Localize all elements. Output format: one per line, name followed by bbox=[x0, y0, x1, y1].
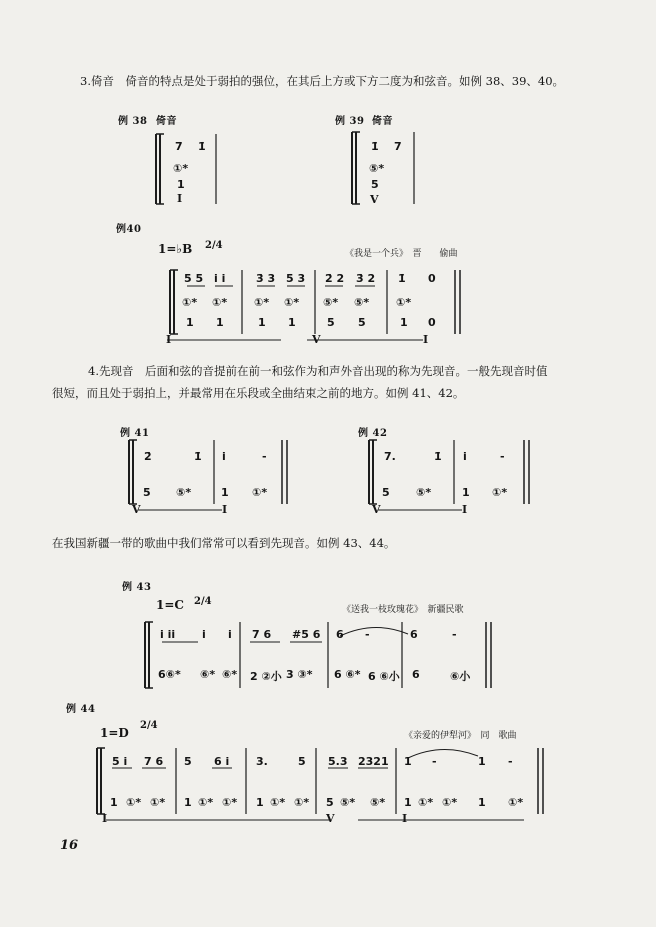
example-40-bass-3: 1 bbox=[258, 316, 266, 329]
example-40-top-3: 3̇ 3 bbox=[256, 272, 276, 285]
example-43-bass-4: 2 ②小 bbox=[250, 670, 282, 683]
example-40-bass-8: 0 bbox=[428, 316, 436, 329]
example-44-roman-1: I bbox=[102, 812, 108, 825]
example-40-mid-1: ①* bbox=[182, 296, 198, 309]
example-39-label: 例 39 bbox=[335, 116, 365, 127]
example-44-roman-2: V bbox=[326, 812, 335, 825]
example-44-top-5: 3. bbox=[256, 755, 268, 768]
example-43-bass-1: 6⑥* bbox=[158, 668, 181, 681]
example-41-roman-1: V bbox=[132, 503, 141, 516]
example-42-roman-2: I bbox=[462, 503, 468, 516]
example-44-source: 《亲爱的伊犁河》 同 歌曲 bbox=[404, 731, 517, 741]
example-38-bass: 1 bbox=[177, 178, 185, 191]
example-40-top-1: 5 5 bbox=[184, 272, 204, 285]
example-42-bass-4: ①* bbox=[492, 486, 508, 499]
example-42-top-4: - bbox=[500, 450, 505, 463]
example-42-top-3: i bbox=[463, 450, 467, 463]
example-44-bass-7: 1 bbox=[256, 796, 264, 809]
example-43-top-8: 6 bbox=[410, 628, 418, 641]
example-44-bass-9: ①* bbox=[294, 796, 310, 809]
example-43-top-2: i bbox=[202, 628, 206, 641]
example-43-time: 2/4 bbox=[194, 596, 212, 607]
example-44-bass-4: 1 bbox=[184, 796, 192, 809]
example-44-bass-14: ①* bbox=[418, 796, 434, 809]
example-40-bass-5: 5 bbox=[327, 316, 335, 329]
example-43-bass-2: ⑥* bbox=[200, 668, 216, 681]
example-44-top-10: - bbox=[432, 755, 437, 768]
example-40-bass-2: 1 bbox=[216, 316, 224, 329]
example-41-top-2: 1̇ bbox=[194, 450, 202, 463]
example-44-bass-11: ⑤* bbox=[340, 796, 356, 809]
example-39-top-2: 7 bbox=[394, 140, 402, 153]
example-38-label: 例 38 bbox=[118, 116, 148, 127]
example-40-bass-1: 1 bbox=[186, 316, 194, 329]
example-40-bass-4: 1 bbox=[288, 316, 296, 329]
example-44-bass-12: ⑤* bbox=[370, 796, 386, 809]
example-40-top-8: 0 bbox=[428, 272, 436, 285]
paragraph-anticipation-1: 4.先现音 后面和弦的音提前在前一和弦作为和声外音出现的称为先现音。一般先现音时值 bbox=[88, 364, 548, 378]
example-40-label: 例40 bbox=[116, 224, 142, 235]
example-43-top-6: 6 bbox=[336, 628, 344, 641]
example-43-bass-7: 6 ⑥小 bbox=[368, 670, 400, 683]
example-44-top-11: 1 bbox=[478, 755, 486, 768]
example-38-title: 倚音 bbox=[156, 116, 177, 127]
example-44-top-6: 5 bbox=[298, 755, 306, 768]
example-43-top-9: - bbox=[452, 628, 457, 641]
example-41-bass-1: 5 bbox=[143, 486, 151, 499]
example-44-top-2: 7 6 bbox=[144, 755, 164, 768]
example-43-bass-9: ⑥小 bbox=[450, 670, 471, 683]
example-38-top-2: 1̇ bbox=[198, 140, 206, 153]
example-42-top-2: 1̇ bbox=[434, 450, 442, 463]
example-42-roman-1: V bbox=[372, 503, 381, 516]
example-44-bass-2: ①* bbox=[126, 796, 142, 809]
example-40-mid-4: ①* bbox=[284, 296, 300, 309]
example-41-bass-3: 1 bbox=[221, 486, 229, 499]
example-40-bass-7: 1 bbox=[400, 316, 408, 329]
example-38-top-1: 7̇ bbox=[175, 140, 183, 153]
example-43-bass-8: 6 bbox=[412, 668, 420, 681]
example-42-top-1: 7. bbox=[384, 450, 396, 463]
example-43-bass-5: 3 ③* bbox=[286, 668, 313, 681]
example-40-top-5: 2̇ 2 bbox=[325, 272, 345, 285]
example-40-mid-5: ⑤* bbox=[323, 296, 339, 309]
example-44-bass-1: 1 bbox=[110, 796, 118, 809]
example-43-bass-3: ⑥* bbox=[222, 668, 238, 681]
example-41-top-3: i bbox=[222, 450, 226, 463]
example-44-bass-16: 1 bbox=[478, 796, 486, 809]
example-42-bass-2: ⑤* bbox=[416, 486, 432, 499]
paragraph-appoggiatura: 3.倚音 倚音的特点是处于弱拍的强位，在其后上方或下方二度为和弦音。如例 38、39、40。 bbox=[80, 74, 565, 88]
example-43-bass-6: 6 ⑥* bbox=[334, 668, 361, 681]
example-40-source: 《我是一个兵》 晋 偷曲 bbox=[345, 249, 458, 259]
example-44-label: 例 44 bbox=[66, 704, 96, 715]
example-42-bass-1: 5 bbox=[382, 486, 390, 499]
example-44-bass-17: ①* bbox=[508, 796, 524, 809]
example-38-mid: ①* bbox=[173, 162, 189, 175]
example-44-bass-15: ①* bbox=[442, 796, 458, 809]
example-42-staff bbox=[364, 436, 539, 522]
example-38-roman: I bbox=[177, 192, 183, 205]
example-39-bars bbox=[346, 128, 426, 210]
example-43-key: 1=C bbox=[156, 598, 184, 612]
paragraph-xinjiang: 在我国新疆一带的歌曲中我们常常可以看到先现音。如例 43、44。 bbox=[52, 536, 396, 550]
example-44-top-9: 1 bbox=[404, 755, 412, 768]
example-38-bars bbox=[150, 130, 230, 210]
example-40-key: 1=♭B bbox=[158, 242, 193, 256]
example-40-mid-7: ①* bbox=[396, 296, 412, 309]
example-41-roman-2: I bbox=[222, 503, 228, 516]
example-43-top-5: #5 6 bbox=[292, 628, 321, 641]
example-44-top-12: - bbox=[508, 755, 513, 768]
example-42-bass-3: 1 bbox=[462, 486, 470, 499]
example-43-label: 例 43 bbox=[122, 582, 152, 593]
example-43-top-4: 7 6 bbox=[252, 628, 272, 641]
paragraph-anticipation-2: 很短，而且处于弱拍上，并最常用在乐段或全曲结束之前的地方。如例 41、42。 bbox=[52, 386, 465, 400]
example-40-bass-6: 5 bbox=[358, 316, 366, 329]
example-40-top-2: i i bbox=[214, 272, 226, 285]
example-43-top-1: i ii bbox=[160, 628, 176, 641]
example-41-bass-2: ⑤* bbox=[176, 486, 192, 499]
example-40-time: 2/4 bbox=[205, 240, 223, 251]
example-41-staff bbox=[124, 436, 294, 522]
example-39-title: 倚音 bbox=[372, 116, 393, 127]
page-number: 16 bbox=[60, 838, 79, 853]
example-44-bass-3: ①* bbox=[150, 796, 166, 809]
example-44-roman-3: I bbox=[402, 812, 408, 825]
example-40-top-4: 5̇ 3 bbox=[286, 272, 306, 285]
example-44-top-8: 2321 bbox=[358, 755, 389, 768]
example-44-time: 2/4 bbox=[140, 720, 158, 731]
example-44-bass-13: 1 bbox=[404, 796, 412, 809]
example-43-top-3: i bbox=[228, 628, 232, 641]
example-40-top-7: 1̇ bbox=[398, 272, 406, 285]
example-40-roman-2: V bbox=[312, 333, 321, 346]
example-39-top-1: 1̇ bbox=[371, 140, 379, 153]
example-43-top-7: - bbox=[365, 628, 370, 641]
example-41-top-1: 2̇ bbox=[144, 450, 152, 463]
example-44-top-4: 6 i bbox=[214, 755, 230, 768]
example-44-key: 1=D bbox=[100, 726, 129, 740]
example-40-mid-3: ①* bbox=[254, 296, 270, 309]
example-44-top-3: 5 bbox=[184, 755, 192, 768]
example-44-bass-10: 5 bbox=[326, 796, 334, 809]
example-44-top-7: 5.3 bbox=[328, 755, 348, 768]
example-40-mid-2: ①* bbox=[212, 296, 228, 309]
example-39-bass: 5 bbox=[371, 178, 379, 191]
example-40-roman-1: I bbox=[166, 333, 172, 346]
example-40-top-6: 3̇ 2 bbox=[356, 272, 376, 285]
example-44-top-1: 5 i bbox=[112, 755, 128, 768]
example-44-bass-8: ①* bbox=[270, 796, 286, 809]
example-41-bass-4: ①* bbox=[252, 486, 268, 499]
example-41-top-4: - bbox=[262, 450, 267, 463]
example-41-label: 例 41 bbox=[120, 428, 150, 439]
example-43-source: 《送我一枝玫瑰花》 新疆民歌 bbox=[342, 605, 464, 615]
example-39-mid: ⑤* bbox=[369, 162, 385, 175]
example-40-roman-3: I bbox=[423, 333, 429, 346]
example-44-bass-6: ①* bbox=[222, 796, 238, 809]
example-39-roman: V bbox=[370, 193, 379, 206]
example-40-mid-6: ⑤* bbox=[354, 296, 370, 309]
example-42-label: 例 42 bbox=[358, 428, 388, 439]
example-44-bass-5: ①* bbox=[198, 796, 214, 809]
